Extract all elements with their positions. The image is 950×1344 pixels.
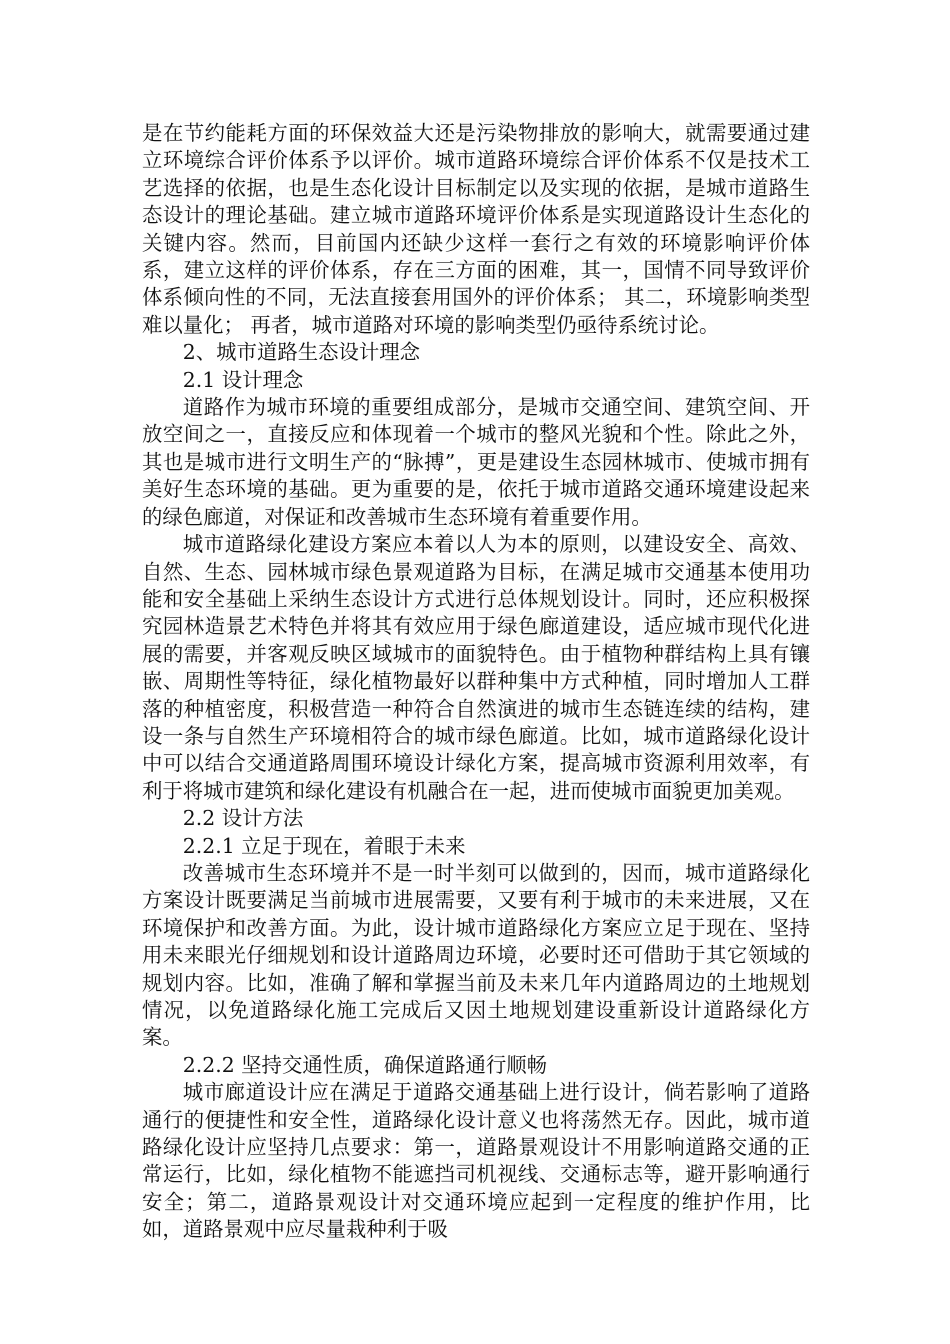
document-body — [142, 120, 810, 1244]
subsection-heading-2-1: 2.1 设计理念 — [182, 367, 304, 392]
paragraph-greening-plan: 城市道路绿化建设方案应本着以人为本的原则，以建设安全、高效、自然、生态、园林城市绿色景观道路为目标，在满足城市交通基本使用功能和安全基础上采纳生态设计方式进行总体规划设计。同时，还应积极探究园林造景艺术特色并将其有效应用于绿色廊道建设，适应城市现代化进展的需要，并客观反映区域城市的面貌特色。由于植物种群结构上具有镶嵌、周期性等特征，绿化植物最好以群种集中方式种植，同时增加人工群落的种植密度，积极营造一种符合自然演进的城市生态链连续的结构，建设一条与自然生产环境相符合的城市绿色廊道。比如，城市道路绿化设计中可以结合交通道路周围环境设计绿化方案，提高城市资源利用效率，有利于将城市建筑和绿化建设有机融合在一起，进而使城市面貌更加美观。 — [142, 532, 810, 803]
section-heading-2: 2、城市道路生态设计理念 — [182, 340, 421, 365]
subsection-heading-2-2-2: 2.2.2 坚持交通性质，确保道路通行顺畅 — [182, 1052, 548, 1077]
paragraph-design-concept: 道路作为城市环境的重要组成部分，是城市交通空间、建筑空间、开放空间之一，直接反应和体现着一个城市的整风光貌和个性。除此之外，其也是城市进行文明生产的“脉搏”，更是建设生态园林城市、使城市拥有美好生态环境的基础。更为重要的是，依托于城市道路交通环境建设起来的绿色廊道，对保证和改善城市生态环境有着重要作用。 — [142, 395, 810, 529]
subsection-heading-2-2-1: 2.2.1 立足于现在，着眼于未来 — [182, 833, 466, 858]
paragraph-traffic-nature: 城市廊道设计应在满足于道路交通基础上进行设计，倘若影响了道路通行的便捷性和安全性，道路绿化设计意义也将荡然无存。因此，城市道路绿化设计应坚持几点要求：第一，道路景观设计不用影响道路交通的正常运行，比如，绿化植物不能遮挡司机视线、交通标志等，避开影响通行安全；第二，道路景观设计对交通环境应起到一定程度的维护作用，比如，道路景观中应尽量栽种利于吸 — [142, 1080, 810, 1242]
paragraph-continued: 是在节约能耗方面的环保效益大还是污染物排放的影响大，就需要通过建立环境综合评价体系予以评价。城市道路环境综合评价体系不仅是技术工艺选择的依据，也是生态化设计目标制定以及实现的依据，是城市道路生态设计的理论基础。建立城市道路环境评价体系是实现道路设计生态化的关键内容。然而，目前国内还缺少这样一套行之有效的环境影响评价体系，建立这样的评价体系，存在三方面的困难，其一，国情不同导致评价体系倾向性的不同，无法直接套用国外的评价体系； 其二，环境影响类型难以量化； 再者，城市道路对环境的影响类型仍亟待系统讨论。 — [142, 121, 810, 337]
subsection-heading-2-2: 2.2 设计方法 — [182, 806, 304, 831]
paragraph-future-planning: 改善城市生态环境并不是一时半刻可以做到的，因而，城市道路绿化方案设计既要满足当前城市进展需要，又要有利于城市的未来进展，又在环境保护和改善方面。为此，设计城市道路绿化方案应立足于现在、坚持用未来眼光仔细规划和设计道路周边环境，必要时还可借助于其它领域的规划内容。比如，准确了解和掌握当前及未来几年内道路周边的土地规划情况，以免道路绿化施工完成后又因土地规划建设重新设计道路绿化方案。 — [142, 860, 810, 1050]
